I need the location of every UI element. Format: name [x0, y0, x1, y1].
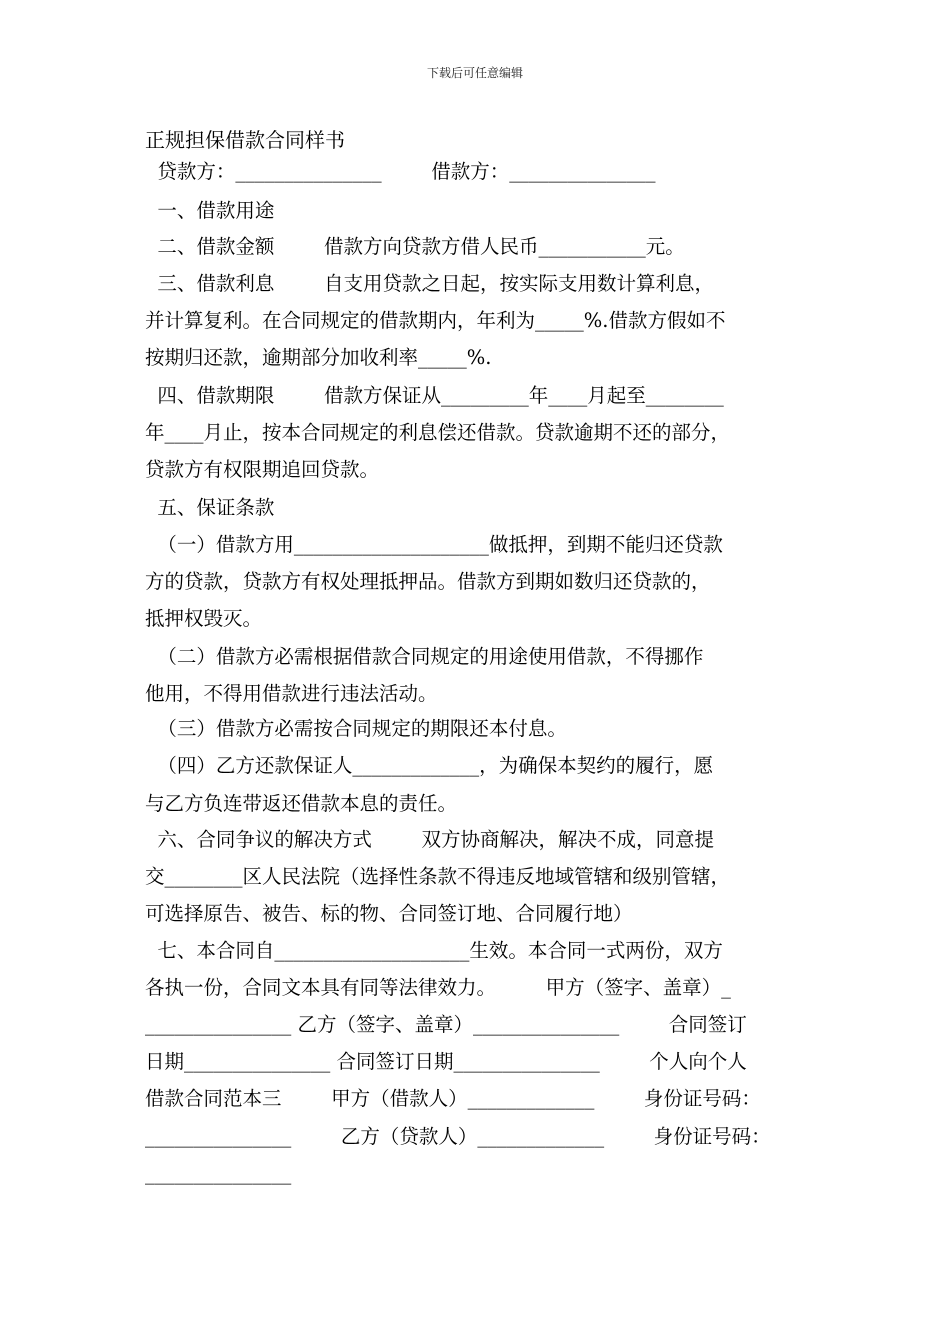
- section-6-line-3: 可选择原告、被告、标的物、合同签订地、合同履行地）: [145, 902, 633, 925]
- section-3-line-2: 并计算复利。在合同规定的借款期内，年利为_____%.借款方假如不: [145, 309, 726, 332]
- section-6-line-1: 六、合同争议的解决方式 双方协商解决，解决不成，同意提: [145, 828, 714, 851]
- clause-1-line-1: （一）借款方用____________________做抵押，到期不能归还贷款: [145, 533, 723, 556]
- clause-4-line-1: （四）乙方还款保证人_____________，为确保本契约的履行，愿: [145, 754, 714, 777]
- clause-4-line-2: 与乙方负连带返还借款本息的责任。: [145, 792, 458, 815]
- clause-3-line: （三）借款方必需按合同规定的期限还本付息。: [145, 717, 567, 740]
- template-3-line-2: _______________ 乙方（贷款人）_____________ 身份证号码：: [145, 1125, 771, 1148]
- section-4-line-1: 四、借款期限 借款方保证从_________年____月起至________: [145, 384, 724, 407]
- section-7-line-1: 七、本合同自____________________生效。本合同一式两份，双方: [145, 939, 723, 962]
- clause-2-line-2: 他用，不得用借款进行违法活动。: [145, 682, 438, 705]
- signature-line-2: 日期_______________ 合同签订日期_______________ 个人向个人: [145, 1050, 747, 1073]
- clause-1-line-2: 方的贷款，贷款方有权处理抵押品。借款方到期如数归还贷款的，: [145, 570, 711, 593]
- section-6-line-2: 交________区人民法院（选择性条款不得违反地域管辖和级别管辖，: [145, 865, 731, 888]
- section-3-line-1: 三、借款利息 自支用贷款之日起，按实际支用数计算利息，: [145, 272, 714, 295]
- section-5-heading: 五、保证条款: [145, 496, 275, 519]
- page-header: 下载后可任意编辑: [426, 66, 523, 80]
- template-3-line-1: 借款合同范本三 甲方（借款人）_____________ 身份证号码：: [145, 1087, 761, 1110]
- section-1-heading: 一、借款用途: [145, 199, 275, 222]
- clause-2-line-1: （二）借款方必需根据借款合同规定的用途使用借款，不得挪作: [145, 645, 704, 668]
- template-3-line-3: _______________: [145, 1162, 292, 1185]
- page-title: 正规担保借款合同样书: [145, 128, 345, 152]
- section-2-line: 二、借款金额 借款方向贷款方借人民币___________元。: [145, 235, 685, 258]
- signature-line-1: _______________ 乙方（签字、盖章）_______________ 合同签订: [145, 1013, 747, 1036]
- section-3-line-3: 按期归还款，逾期部分加收利率_____%.: [145, 346, 492, 369]
- parties-line: 贷款方：_______________ 借款方：_______________: [145, 160, 656, 183]
- section-4-line-2: 年____月止，按本合同规定的利息偿还借款。贷款逾期不还的部分，: [145, 421, 731, 444]
- section-7-line-2: 各执一份，合同文本具有同等法律效力。 甲方（签字、盖章）_: [145, 976, 731, 999]
- section-4-line-3: 贷款方有权限期追回贷款。: [145, 458, 380, 481]
- clause-1-line-3: 抵押权毁灭。: [145, 607, 263, 630]
